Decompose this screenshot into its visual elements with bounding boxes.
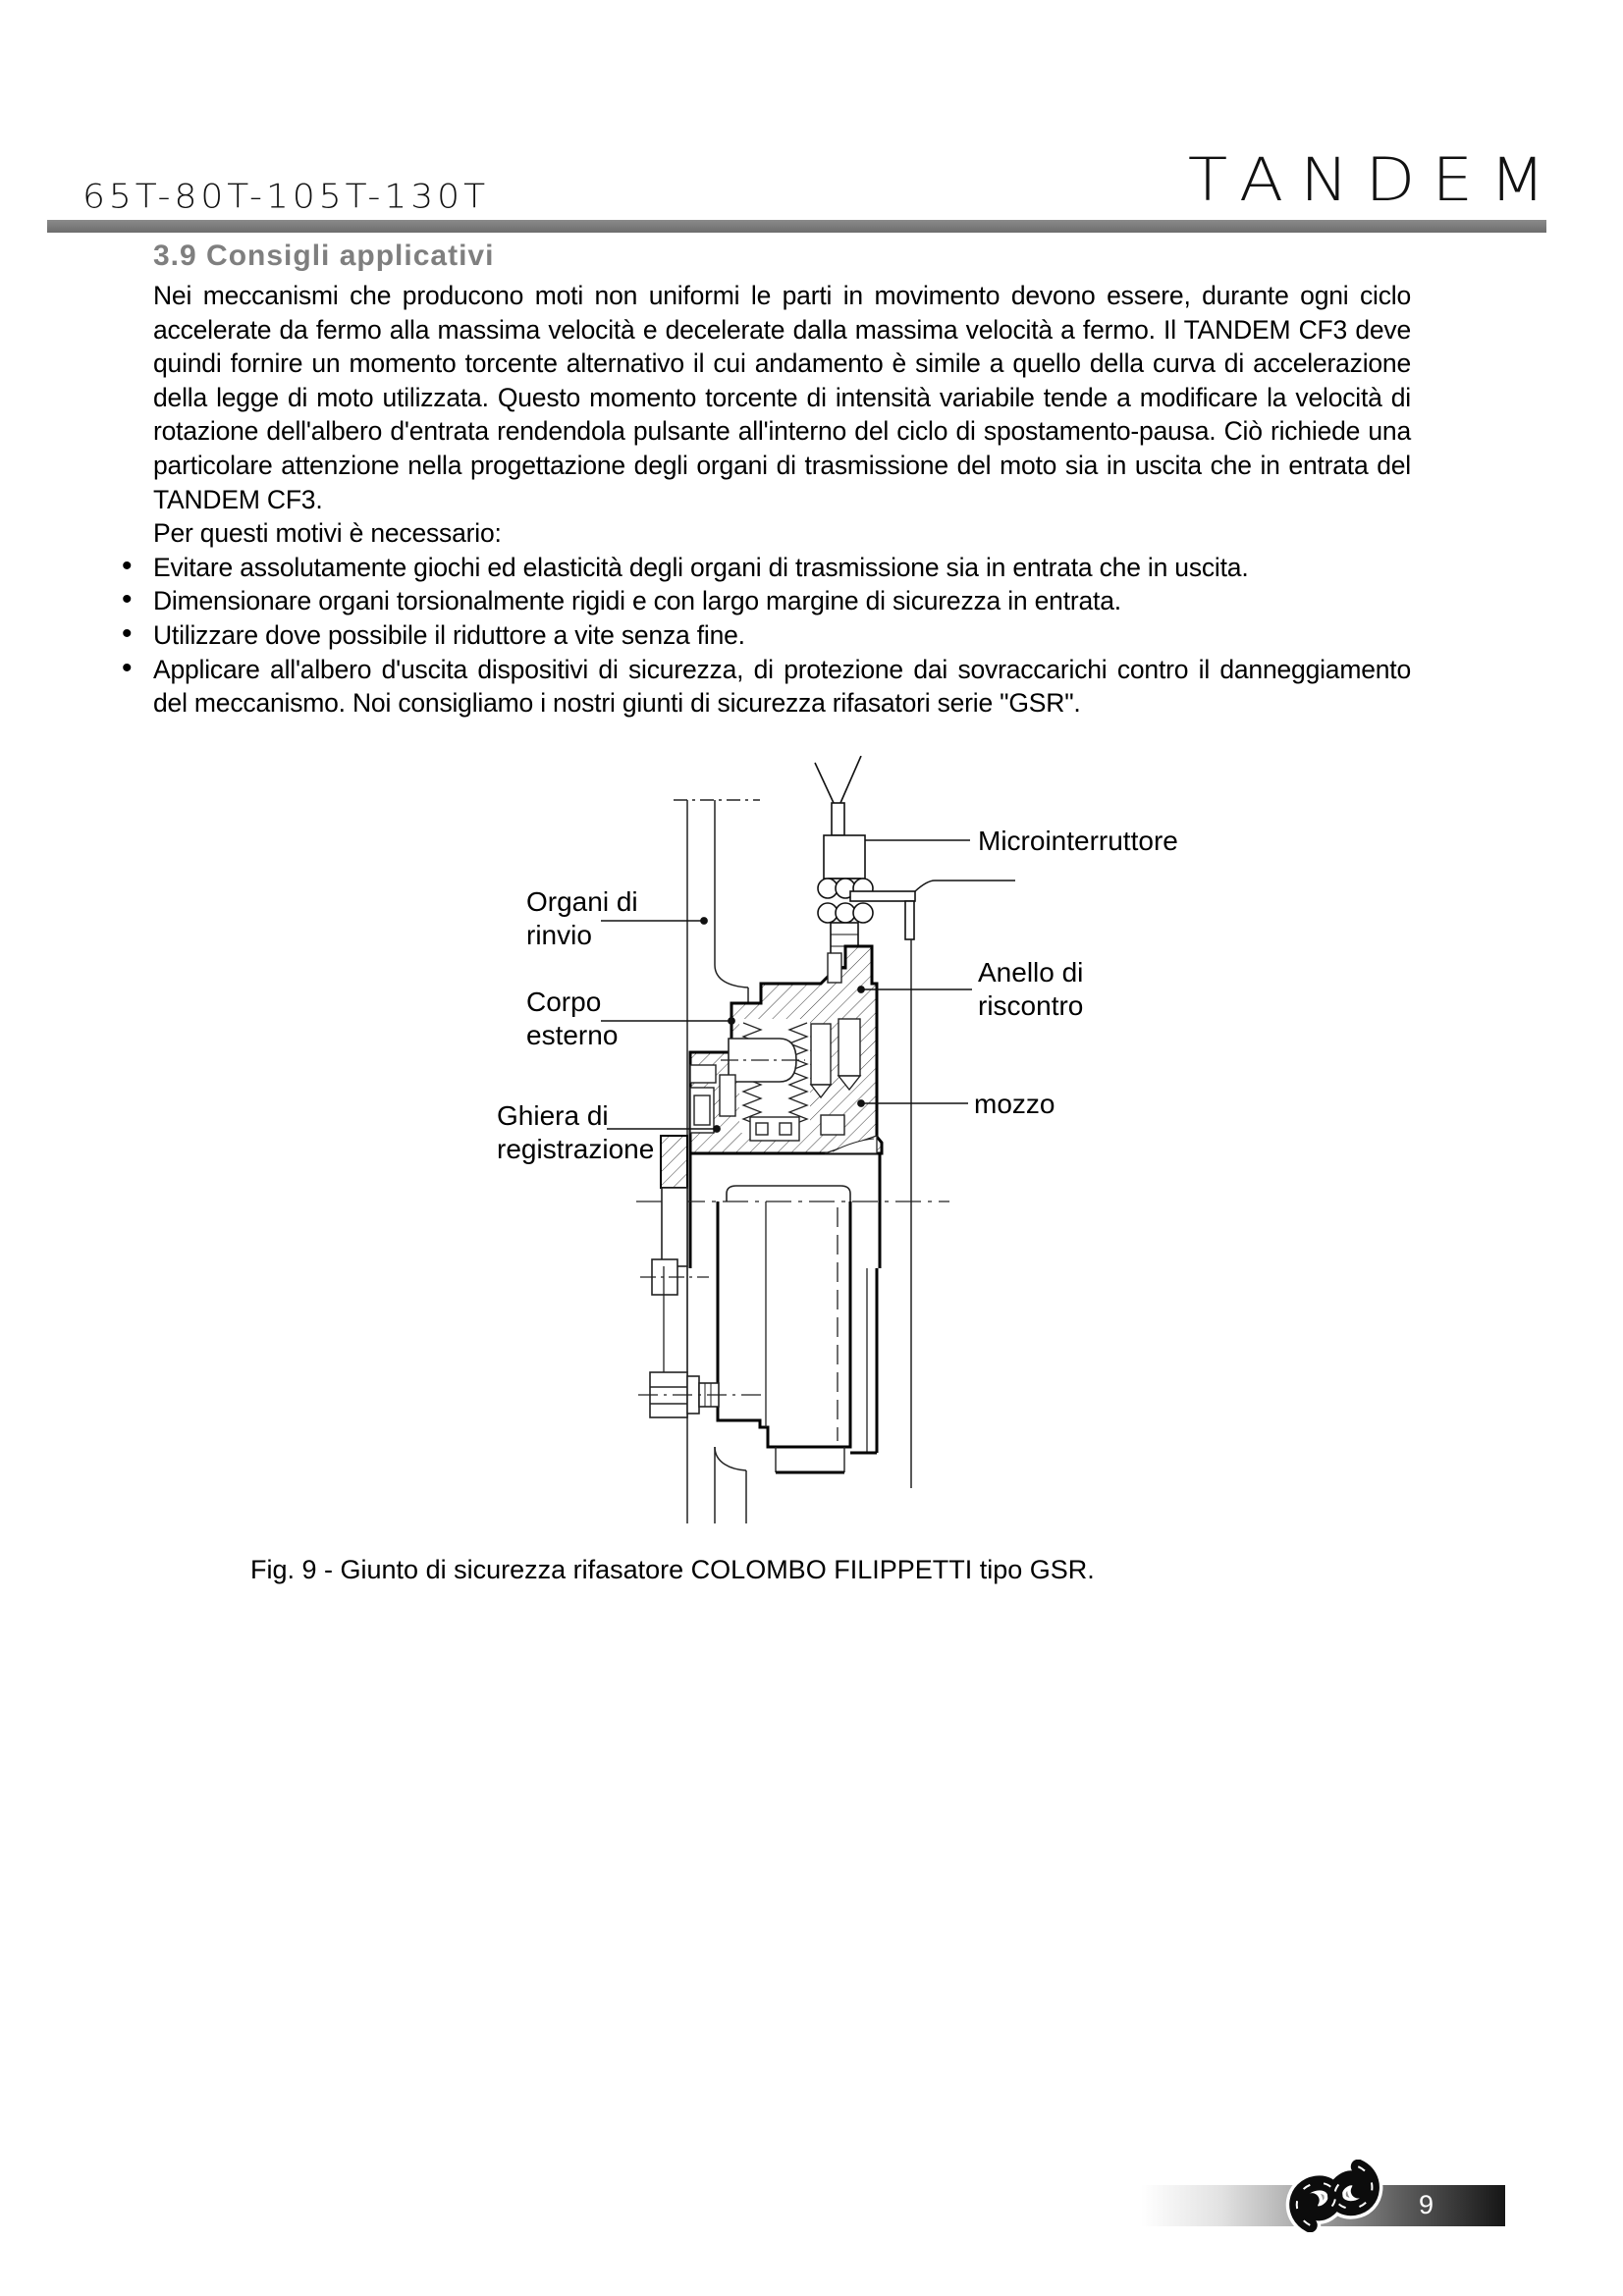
label-organi-di-rinvio: Organi di: [526, 886, 638, 917]
label-mozzo: mozzo: [974, 1089, 1055, 1119]
bullet-item: • Utilizzare dove possibile il riduttore a vite senza fine.: [153, 618, 1411, 653]
section-lead-in: Per questi motivi è necessario:: [153, 518, 502, 549]
bullet-item: • Evitare assolutamente giochi ed elasticità degli organi di trasmissione sia in entrata che in uscita.: [153, 551, 1411, 585]
bullet-list: [153, 551, 1411, 721]
figure-9-diagram: [422, 756, 1237, 1541]
bullet-item: • Applicare all'albero d'uscita dispositivi di sicurezza, di protezione dai sovraccarichi contro il danneggiamento del meccanismo. Noi consigliamo i nostri giunti di sicurezza rifasatori serie "GSR".: [153, 653, 1411, 721]
bracket-line: [915, 881, 1015, 891]
label-corpo-esterno: esterno: [526, 1020, 619, 1050]
header-brand-tandem: TANDEM: [1187, 145, 1562, 215]
label-microinterruttore: Microinterruttore: [978, 826, 1178, 856]
coupling-body: [661, 946, 882, 1188]
ghiera-block: [661, 1136, 687, 1188]
header-model-range: 65T-80T-105T-130T: [82, 178, 490, 216]
label-ghiera-di-registrazione: registrazione: [497, 1134, 655, 1164]
label-anello-di-riscontro: riscontro: [978, 990, 1084, 1021]
label-corpo-esterno: Corpo: [526, 987, 602, 1017]
section-paragraph: Nei meccanismi che producono moti non uniformi le parti in movimento devono essere, durante ogni ciclo accelerate da fermo alla massima velocità e decelerate dalla massima velocità a fermo. Il TANDEM CF3 deve quindi fornire un momento torcente alternativo il cui andamento è simile a quello della curva di accelerazione della legge di moto utilizzata. Questo momento torcente di intensità variabile tende a modificare la velocità di rotazione dell'albero d'entrata rendendola pulsante all'interno del ciclo di spostamento-pausa. Ciò richiede una particolare attenzione nella progettazione degli organi di trasmissione del moto sia in uscita che in entrata del TANDEM CF3.: [153, 281, 1411, 514]
section-content: [153, 240, 1411, 721]
bracket-plate: [850, 891, 915, 901]
knot-logo-icon: [1276, 2160, 1392, 2232]
bracket-arm: [905, 901, 914, 939]
label-organi-di-rinvio: rinvio: [526, 920, 592, 950]
lower-hub: [636, 1153, 949, 1472]
header-rule: [47, 220, 1546, 233]
label-anello-di-riscontro: Anello di: [978, 957, 1084, 988]
figure-caption: Fig. 9 - Giunto di sicurezza rifasatore COLOMBO FILIPPETTI tipo GSR.: [250, 1555, 1095, 1584]
bullet-item: • Dimensionare organi torsionalmente rigidi e con largo margine di sicurezza in entrata.: [153, 584, 1411, 618]
page-number: 9: [1418, 2190, 1435, 2219]
section-heading: 3.9 Consigli applicativi: [153, 240, 495, 272]
label-ghiera-di-registrazione: Ghiera di: [497, 1100, 609, 1131]
